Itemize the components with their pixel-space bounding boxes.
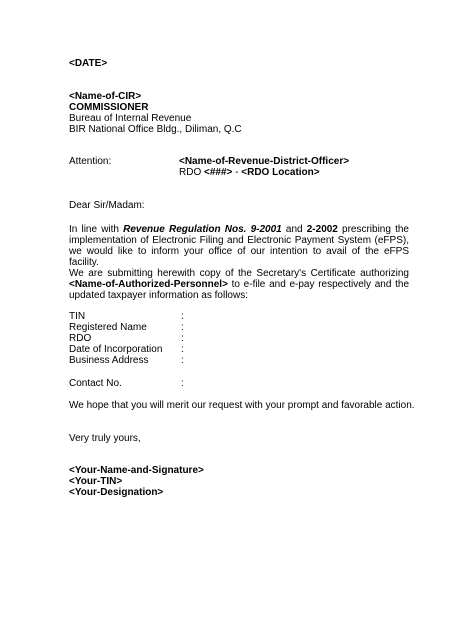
para1-lead: In line with [69, 224, 124, 235]
contact-block [69, 378, 409, 389]
attention-officer: <Name-of-Revenue-District-Officer> [179, 156, 350, 167]
complimentary-close-block [69, 433, 409, 444]
rdo-number: <###> [204, 167, 233, 178]
signature-tin: <Your-TIN> [69, 476, 123, 487]
recipient-block [69, 91, 409, 135]
info-row-date-of-incorporation [69, 344, 409, 355]
rdo-separator: - [232, 167, 242, 178]
info-row-rdo [69, 333, 409, 344]
rdo-location: <RDO Location> [241, 167, 320, 178]
attention-block [69, 156, 429, 178]
attention-line [69, 156, 429, 167]
recipient-office: Bureau of Internal Revenue [69, 113, 192, 124]
salutation-block [69, 200, 409, 211]
recipient-name: <Name-of-CIR> [69, 91, 142, 102]
info-colon: : [181, 344, 184, 355]
salutation: Dear Sir/Madam: [69, 200, 145, 211]
info-row-tin [69, 311, 409, 322]
para2-lead: We are submitting herewith copy of the Secretary's Certificate authorizing [69, 268, 409, 279]
info-colon: : [181, 333, 184, 344]
date-placeholder: <DATE> [69, 58, 108, 69]
taxpayer-info-list [69, 311, 409, 366]
info-label: RDO [69, 333, 92, 344]
rdo-prefix: RDO [179, 167, 204, 178]
info-label: Date of Incorporation [69, 344, 163, 355]
date-line [69, 58, 409, 69]
signature-block [69, 465, 409, 498]
closing-paragraph-block [69, 400, 415, 411]
recipient-title: COMMISSIONER [69, 102, 149, 113]
info-row-business-address [69, 355, 409, 366]
recipient-address: BIR National Office Bldg., Diliman, Q.C [69, 124, 242, 135]
para1-regulation-b: 2-2002 [306, 224, 338, 235]
contact-colon: : [181, 378, 184, 389]
info-row-registered-name [69, 322, 409, 333]
info-colon: : [181, 355, 184, 366]
contact-label: Contact No. [69, 378, 122, 389]
rdo-line [69, 167, 429, 178]
para2-authorized-personnel: <Name-of-Authorized-Personnel> [69, 279, 228, 290]
info-label: Business Address [69, 355, 149, 366]
info-label: TIN [69, 311, 86, 322]
signature-designation: <Your-Designation> [69, 487, 164, 498]
info-row-contact [69, 378, 409, 389]
para1-rest: prescribing the implementation of Electronic Filing and Electronic Payment System (eFPS), we would like to inform your office of our intention to avail of the eFPS facility. [69, 224, 409, 268]
attention-label: Attention: [69, 156, 112, 167]
info-colon: : [181, 322, 184, 333]
paragraph-regulation [69, 224, 409, 268]
complimentary-close: Very truly yours, [69, 433, 141, 444]
info-label: Registered Name [69, 322, 147, 333]
info-colon: : [181, 311, 184, 322]
paragraph-certificate [69, 268, 409, 301]
para2-rest: to e-file and e-pay respectively and the updated taxpayer information as follows: [69, 279, 409, 301]
para1-and: and [281, 224, 307, 235]
closing-paragraph: We hope that you will merit our request with your prompt and favorable action. [69, 400, 415, 411]
signature-name: <Your-Name-and-Signature> [69, 465, 204, 476]
para1-regulation-a: Revenue Regulation Nos. 9-2001 [123, 224, 282, 235]
